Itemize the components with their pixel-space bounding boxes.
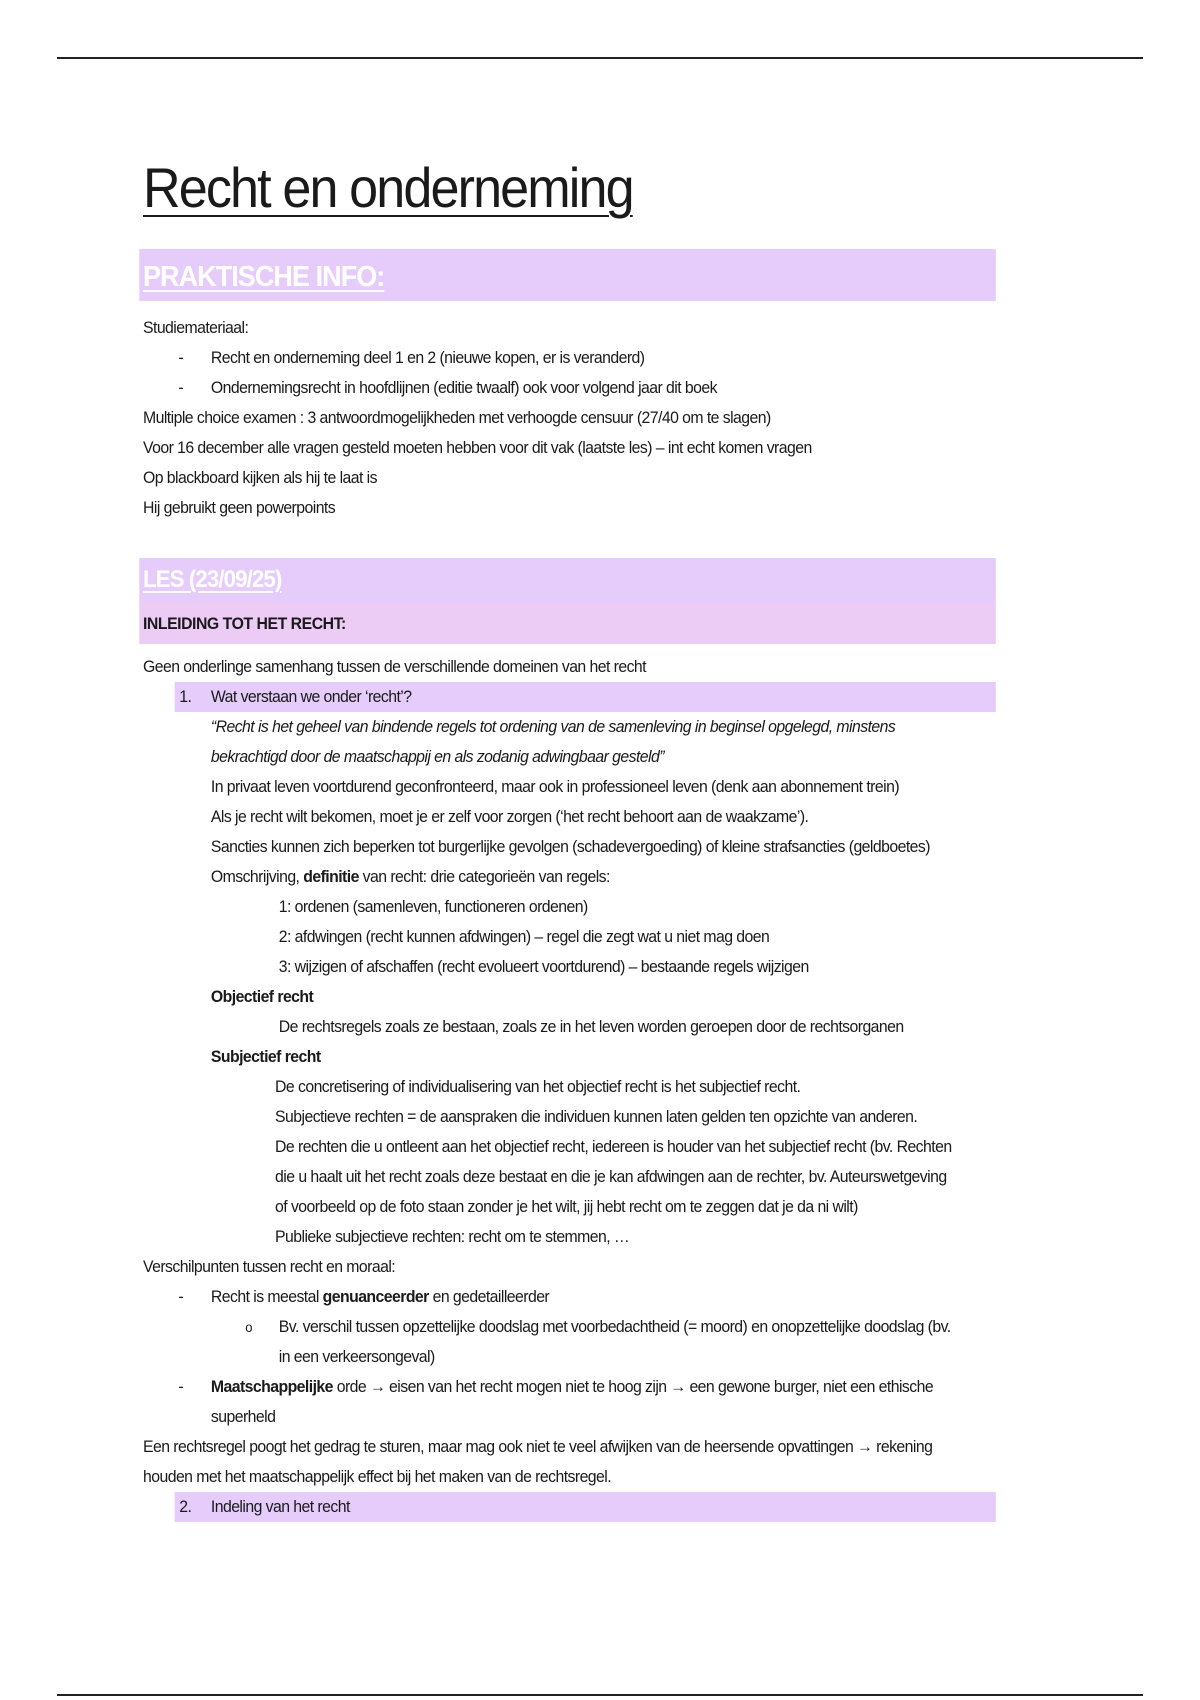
category-line: 2: afdwingen (recht kunnen afdwingen) – regel die zegt wat u niet mag doen [278, 927, 770, 946]
list-item: - Ondernemingsrecht in hoofdlijnen (editie twaalf) ook voor volgend jaar dit boek [143, 373, 996, 403]
list-item-continuation: superheld [210, 1407, 276, 1426]
info-line-deadline: Voor 16 december alle vragen gesteld moeten hebben voor dit vak (laatste les) – int echt komen vragen [143, 438, 812, 457]
definition-quote: bekrachtigd door de maatschappij en als zodanig adwingbaar gesteld” [210, 747, 664, 766]
list-item: - Recht is meestal genuanceerder en gedetailleerder [143, 1282, 996, 1312]
subjectief-text-line: die u haalt uit het recht zoals deze bestaat en die je kan afdwingen aan de rechter, bv. Auteurswetgeving [275, 1167, 947, 1186]
subjectief-recht-heading: Subjectief recht [210, 1047, 321, 1066]
header-rule [57, 57, 1143, 59]
section-heading-les: LES (23/09/25) [139, 558, 996, 602]
numbered-heading-2: 2. Indeling van het recht [175, 1492, 996, 1522]
text-line: Sancties kunnen zich beperken tot burgerlijke gevolgen (schadevergoeding) of kleine strafsancties (geldboetes) [210, 837, 930, 856]
section-heading-praktische-info: PRAKTISCHE INFO: [139, 249, 996, 301]
omschrijving-line: Omschrijving, definitie van recht: drie categorieën van regels: [210, 867, 610, 886]
category-line: 1: ordenen (samenleven, functioneren ordenen) [278, 897, 588, 916]
info-line-exam: Multiple choice examen : 3 antwoordmogelijkheden met verhoogde censuur (27/40 om te slagen) [143, 408, 771, 427]
subjectief-text-line: De concretisering of individualisering van het objectief recht is het subjectief recht. [275, 1077, 801, 1096]
objectief-recht-heading: Objectief recht [210, 987, 314, 1006]
category-line: 3: wijzigen of afschaffen (recht evolueert voortdurend) – bestaande regels wijzigen [278, 957, 809, 976]
sub-list-item-continuation: in een verkeersongeval) [278, 1347, 435, 1366]
subjectief-text-line: Subjectieve rechten = de aanspraken die individuen kunnen laten gelden ten opzichte van anderen. [275, 1107, 918, 1126]
dash-bullet: - [178, 378, 184, 397]
studiemateriaal-label: Studiemateriaal: [143, 318, 249, 337]
document-body [143, 145, 996, 1522]
text-line: Als je recht wilt bekomen, moet je er zelf voor zorgen (‘het recht behoort aan de waakzame’). [210, 807, 809, 826]
numbered-heading-1: 1. Wat verstaan we onder ‘recht’? [175, 682, 996, 712]
info-line-powerpoints: Hij gebruikt geen powerpoints [143, 498, 336, 517]
circle-bullet: o [245, 1319, 252, 1335]
subheading-inleiding: INLEIDING TOT HET RECHT: [139, 602, 996, 644]
subjectief-text-line: of voorbeeld op de foto staan zonder je het wilt, jij hebt recht om te zeggen dat je da ni wilt) [275, 1197, 858, 1216]
text-line: In privaat leven voortdurend geconfronteerd, maar ook in professioneel leven (denk aan abonnement trein) [210, 777, 900, 796]
info-line-blackboard: Op blackboard kijken als hij te laat is [143, 468, 377, 487]
rechtsregel-line: houden met het maatschappelijk effect bij het maken van de rechtsregel. [143, 1467, 612, 1486]
dash-bullet: - [178, 348, 184, 367]
objectief-recht-text: De rechtsregels zoals ze bestaan, zoals ze in het leven worden geroepen door de rechtsorganen [278, 1017, 904, 1036]
list-item: - Recht en onderneming deel 1 en 2 (nieuwe kopen, er is veranderd) [143, 343, 996, 373]
verschilpunten-label: Verschilpunten tussen recht en moraal: [143, 1257, 396, 1276]
sub-list-item: o Bv. verschil tussen opzettelijke doodslag met voorbedachtheid (= moord) en onopzettelijke doodslag (bv. [143, 1312, 996, 1342]
definition-quote: “Recht is het geheel van bindende regels tot ordening van de samenleving in beginsel opgelegd, minstens [210, 717, 896, 736]
dash-bullet: - [178, 1287, 184, 1306]
page-title: Recht en onderneming [143, 156, 633, 219]
rechtsregel-line: Een rechtsregel poogt het gedrag te sturen, maar mag ook niet te veel afwijken van de heersende opvattingen → rekening [143, 1437, 933, 1456]
intro-line: Geen onderlinge samenhang tussen de verschillende domeinen van het recht [143, 657, 646, 676]
list-item: - Maatschappelijke orde → eisen van het recht mogen niet te hoog zijn → een gewone burger, niet een ethische [143, 1372, 996, 1402]
subjectief-text-line: Publieke subjectieve rechten: recht om te stemmen, … [275, 1227, 630, 1246]
dash-bullet: - [178, 1377, 184, 1396]
footer-rule [57, 1694, 1143, 1696]
subjectief-text-line: De rechten die u ontleent aan het objectief recht, iedereen is houder van het subjectief recht (bv. Rechten [275, 1137, 952, 1156]
